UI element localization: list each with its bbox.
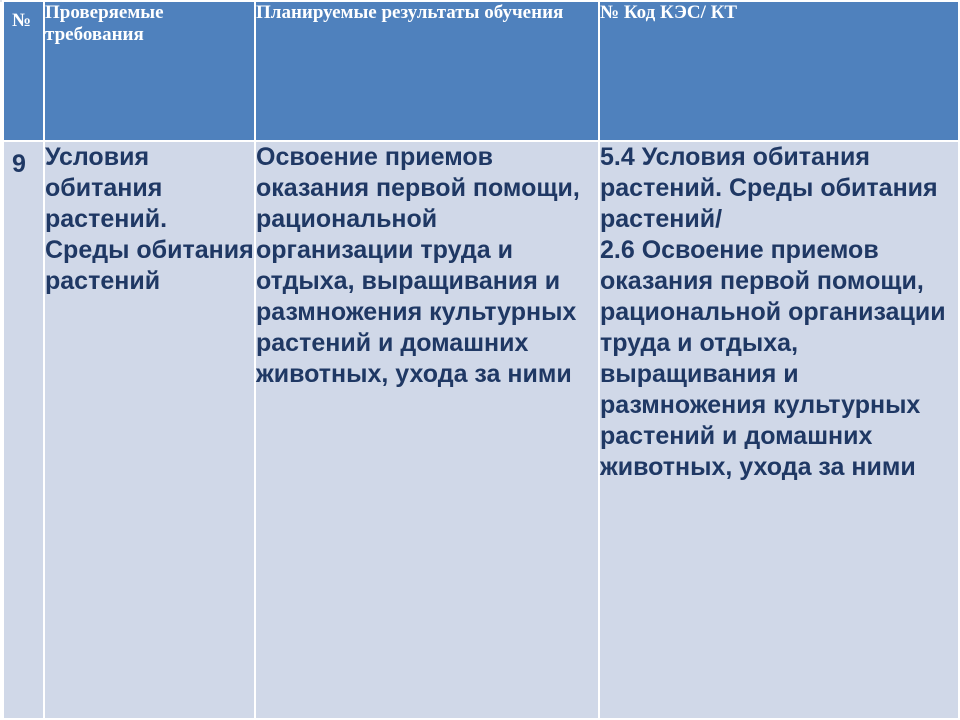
row-number-text: 9 [12, 150, 26, 178]
header-requirements-label: Проверяемые требования [45, 2, 164, 45]
header-cell-number [3, 1, 44, 141]
row-cell-requirements [44, 141, 255, 719]
header-results-label: Планируемые результаты обучения [256, 2, 564, 23]
requirements-table [2, 0, 960, 720]
row-cell-results [255, 141, 599, 719]
header-cell-results [255, 1, 599, 141]
row-cell-number [3, 141, 44, 719]
header-code-label: № Код КЭС/ КТ [600, 2, 738, 23]
row-results-text: Освоение приемов оказания первой помощи, рациональной организации труда и отдыха, выращивания и размножения культурных растений и домашних животных, ухода за ними [256, 143, 580, 388]
row-code-text: 5.4 Условия обитания растений. Среды обитания растений/ 2.6 Освоение приемов оказания первой помощи, рациональной организации труда и отдыха, выращивания и размножения культурных растений и домашних животных, ухода за ними [600, 143, 946, 481]
row-requirements-text: Условия обитания растений. Среды обитания растений [45, 143, 254, 295]
header-number-label: № [12, 10, 32, 31]
header-cell-code [599, 1, 959, 141]
row-cell-code [599, 141, 959, 719]
table-header-row [3, 1, 959, 141]
header-cell-requirements [44, 1, 255, 141]
table-row [3, 141, 959, 719]
